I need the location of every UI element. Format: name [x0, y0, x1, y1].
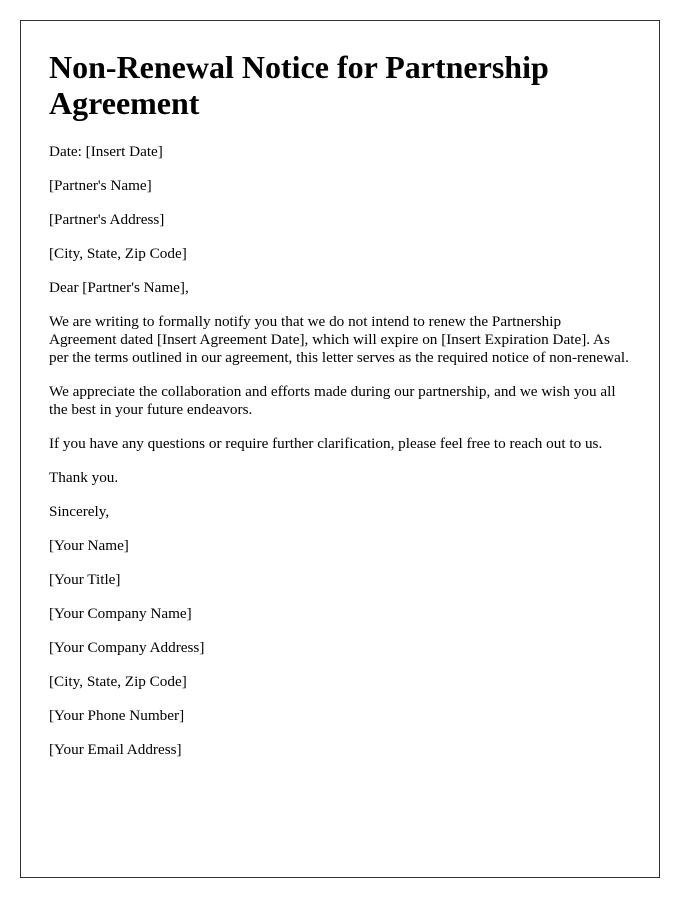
body-paragraph-contact: If you have any questions or require further clarification, please feel free to reach out to us. — [49, 435, 603, 452]
sender-city-state-zip: [City, State, Zip Code] — [49, 673, 187, 690]
sender-name: [Your Name] — [49, 537, 129, 554]
sender-company: [Your Company Name] — [49, 605, 192, 622]
date-line: Date: [Insert Date] — [49, 143, 163, 160]
recipient-address: [Partner's Address] — [49, 211, 165, 228]
body-paragraph-notice: We are writing to formally notify you that we do not intend to renew the Partnership Agreement dated [Insert Agreement Date], which will expire on [Insert Expiration Date]. As per the terms outlined in our agreement, this letter serves as the required notice of non-renewal. — [49, 313, 629, 366]
sender-email: [Your Email Address] — [49, 741, 182, 758]
recipient-name: [Partner's Name] — [49, 177, 152, 194]
closing-line: Sincerely, — [49, 503, 110, 520]
letter-page — [20, 20, 660, 878]
sender-title: [Your Title] — [49, 571, 121, 588]
sender-company-address: [Your Company Address] — [49, 639, 205, 656]
letter-title: Non-Renewal Notice for Partnership Agreement — [49, 49, 549, 121]
sender-phone: [Your Phone Number] — [49, 707, 185, 724]
thanks-line: Thank you. — [49, 469, 119, 486]
salutation: Dear [Partner's Name], — [49, 279, 189, 296]
recipient-city-state-zip: [City, State, Zip Code] — [49, 245, 187, 262]
body-paragraph-appreciation: We appreciate the collaboration and efforts made during our partnership, and we wish you all the best in your future endeavors. — [49, 383, 616, 418]
